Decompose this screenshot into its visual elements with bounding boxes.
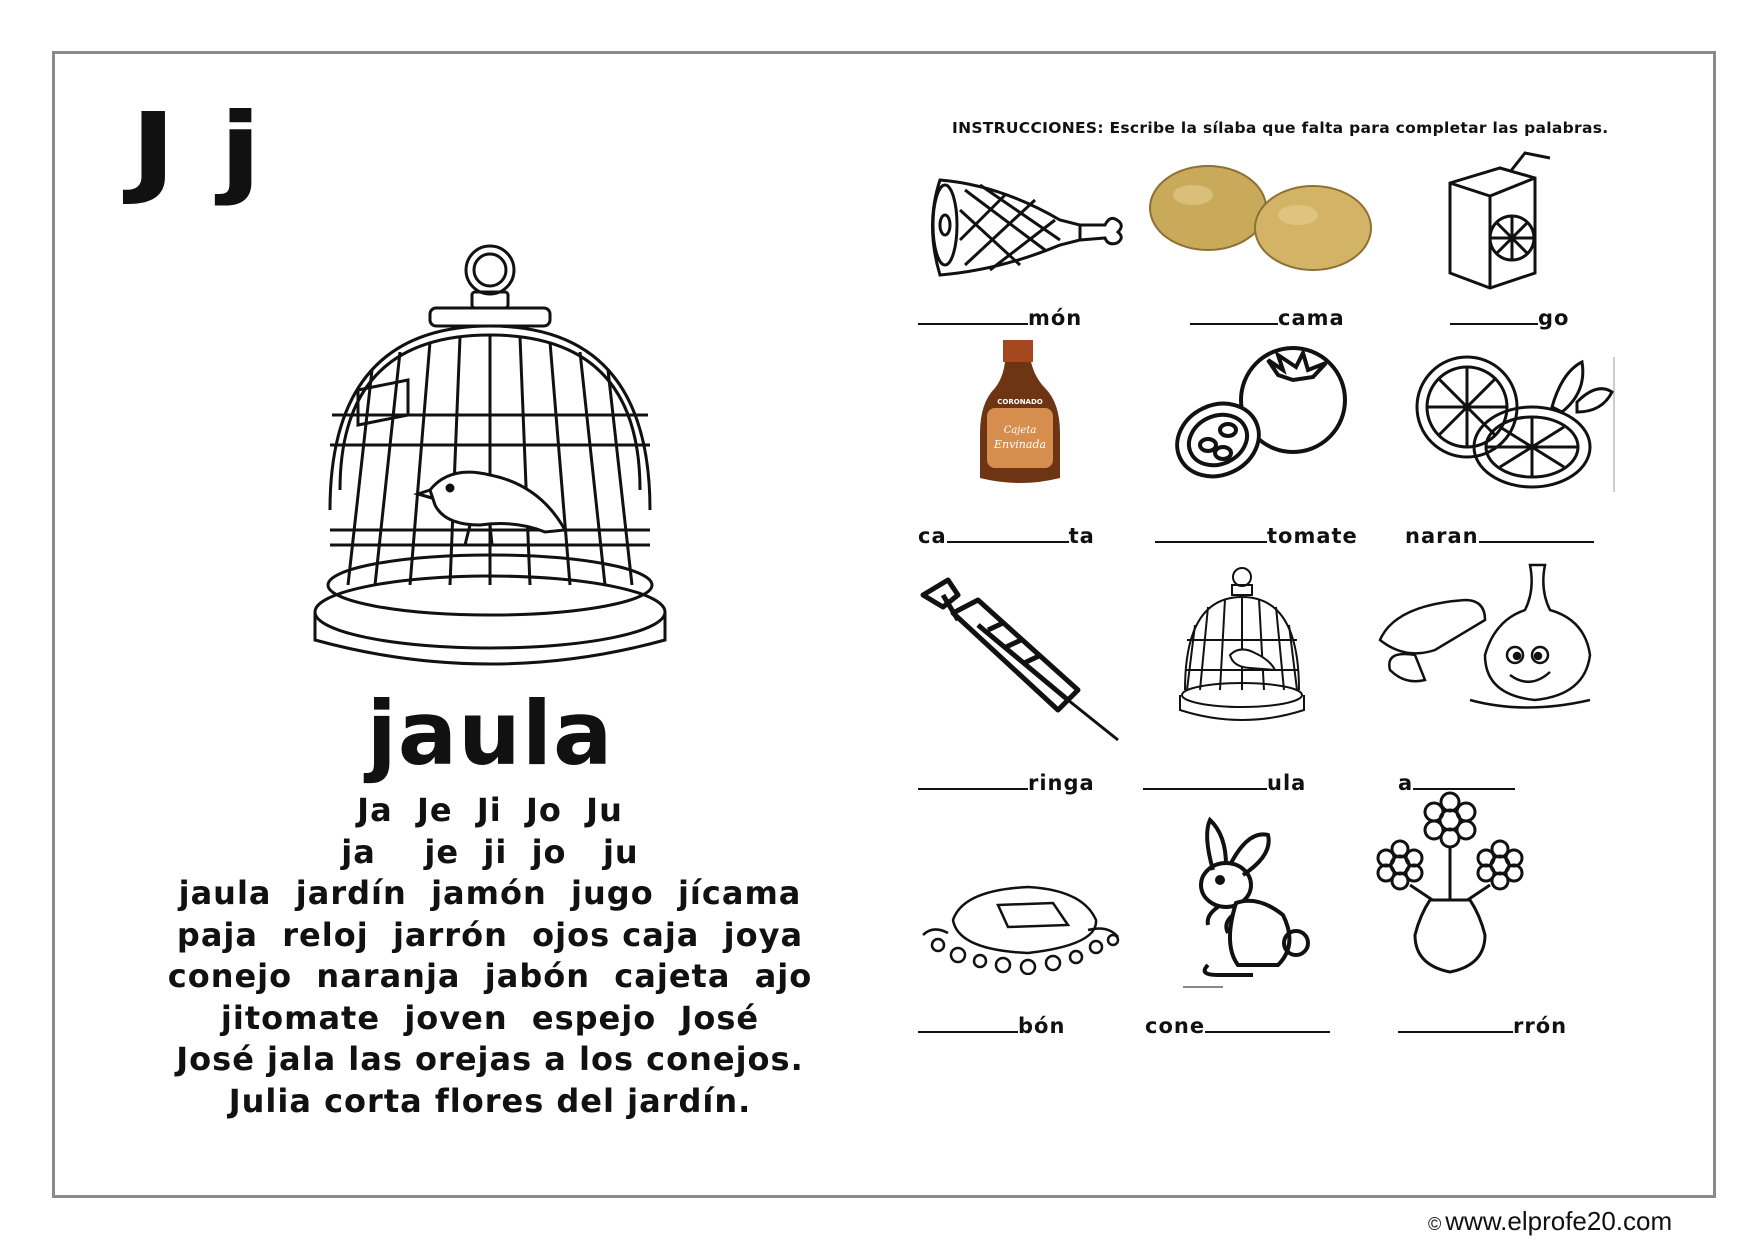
exercise-label-7: ringa [918,770,1095,795]
exercise-label-10: bón [918,1013,1065,1038]
reading-line: paja reloj jarrón ojos caja joya [176,915,804,954]
answer-blank[interactable] [1398,1013,1513,1033]
ham-icon [920,170,1130,280]
reading-text [120,790,860,1122]
answer-blank[interactable] [1413,770,1515,790]
answer-blank[interactable] [918,305,1028,325]
bottle-text-1: Cajeta [1003,425,1037,436]
reading-line: jitomate joven espejo José [220,998,760,1037]
main-word: jaula [366,682,614,785]
reading-line: Ja Je Ji Jo Ju [357,791,623,829]
exercise-label-1: món [918,305,1082,330]
exercise-label-8: ula [1143,770,1306,795]
orange-icon [1412,352,1617,492]
soap-icon [918,875,1123,975]
reading-line: jaula jardín jamón jugo jícama [178,874,802,912]
exercise-label-3: go [1450,305,1569,330]
answer-blank[interactable] [918,1013,1018,1033]
answer-blank[interactable] [1450,305,1538,325]
letter-header [130,91,306,208]
exercise-label-5: tomate [1155,523,1358,548]
exercise-label-12: rrón [1398,1013,1567,1038]
reading-line: conejo naranja jabón cajeta ajo [167,957,813,995]
footer [1428,1206,1672,1237]
exercise-label-4: ca ta [918,524,1095,548]
cage-icon [1175,565,1310,735]
juice-box-icon [1440,148,1560,293]
syringe-icon [918,575,1123,745]
lowercase-letter: j [219,91,265,208]
copyright-symbol: © [1428,1214,1442,1234]
footer-url[interactable]: www.elprofe20.com [1445,1206,1673,1236]
answer-blank[interactable] [1205,1013,1330,1033]
answer-blank[interactable] [918,770,1028,790]
answer-blank[interactable] [1190,305,1278,325]
vase-icon [1370,790,1530,980]
exercise-label-11: cone [1145,1013,1330,1038]
reading-line: José jala las orejas a los conejos. [176,1040,804,1078]
exercise-label-9: a [1398,770,1515,795]
rabbit-icon [1178,815,1318,990]
answer-blank[interactable] [1479,523,1594,543]
tomato-icon [1168,345,1353,485]
answer-blank[interactable] [1143,770,1267,790]
garlic-icon [1375,560,1605,715]
cajeta-bottle-icon [975,338,1065,488]
reading-line: ja je ji jo ju [341,832,639,871]
bottle-brand: CORONADO [997,398,1043,406]
instructions: INSTRUCCIONES: Escribe la sílaba que falta para completar las palabras. [952,119,1609,137]
reading-line: Julia corta flores del jardín. [228,1081,752,1120]
answer-blank[interactable] [947,523,1069,543]
exercise-label-6: naran [1405,523,1594,548]
bottle-text-2: Envinada [993,438,1047,451]
bird-cage-illustration [300,240,680,700]
exercise-label-2: cama [1190,305,1345,330]
answer-blank[interactable] [1155,523,1267,543]
uppercase-letter: J [130,91,180,208]
jicama-icon [1148,160,1373,275]
